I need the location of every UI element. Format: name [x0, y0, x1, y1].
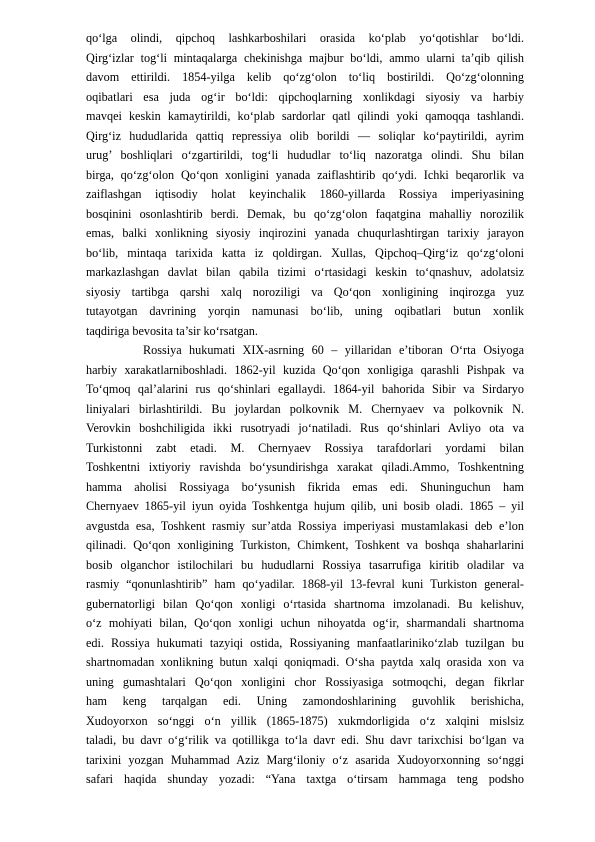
text-line: harbiy xarakatlarniboshladi. 1862-yil kuzida Qo‘qon xonligiga qarashli Pishpak va	[86, 362, 524, 377]
text-line: qilinadi. Qo‘qon xonligining Turkiston, Chimkent, Toshkent va boshqa shaharlarini	[86, 538, 524, 552]
text-line: ham keng tarqalgan edi. Uning zamondoshlarining guvohlik berishicha,	[86, 694, 524, 708]
text-line: tarixini yozgan Muhammad Aziz Marg‘iloniy o‘z asarida Xudoyorxonning so‘nggi	[86, 752, 524, 767]
text-line: davom ettirildi. 1854-yilga kelib qo‘zg‘olon to‘liq bostirildi. Qo‘zg‘olonning	[86, 70, 524, 84]
text-line: bosib olganchor istilochilari bu hududlarni Rossiya tasarrufiga kiritib oladilar va	[86, 557, 524, 572]
text-line: o‘z mohiyati bilan, Qo‘qon xonligi uchun nihoyatda og‘ir, sharmandali shartnoma	[86, 616, 524, 630]
text-line: emas, balki xonlikning siyosiy inqirozini yanada chuqurlashtirgan tarixiy jarayon	[86, 226, 524, 240]
text-line: taladi, bu davr o‘g‘rilik va qotillikga to‘la davr edi. Shu davr tarixchisi bo‘lgan va	[86, 733, 524, 747]
text-line: edi. Rossiya hukumati tazyiqi ostida, Rossiyaning manfaatlarinikо‘zlab tuzilgan bu	[86, 635, 524, 650]
paragraph-qipchoq-revolt	[86, 29, 524, 341]
text-line: hamma aholisi Rossiyaga bo‘ysunish fikrida emas edi. Shuninguchun ham	[86, 479, 524, 494]
text-line: liniyalari birlashtirildi. Bu joylardan polkovnik M. Chernyaev va polkovnik N.	[86, 401, 524, 416]
text-line: oqibatlari esa juda og‘ir bo‘ldi: qipchoqlarning xonlikdagi siyosiy va harbiy	[86, 89, 524, 104]
text-line: siyosiy tartibga qarshi xalq noroziligi va Qo‘qon xonligining inqirozga yuz	[86, 284, 524, 299]
text-line: birga, qo‘zg‘olon Qo‘qon xonligini yanada zaiflashtirib qo‘ydi. Ichki beqarorlik va	[86, 167, 524, 182]
document-page	[86, 29, 524, 790]
text-line: To‘qmoq qal’alarini rus qo‘shinlari egallaydi. 1864-yil bahorida Sibir va Sirdaryo	[86, 382, 524, 396]
text-line: safari haqida shunday yozadi: “Yana taxtga o‘tirsam hammaga teng podsho	[86, 772, 524, 786]
text-line: bosqinini osonlashtirib berdi. Demak, bu qo‘zg‘olon faqatgina mahalliy norozilik	[86, 206, 524, 221]
text-line: tutayotgan davrining yorqin namunasi bo‘lib, uning oqibatlari butun xonlik	[86, 304, 524, 318]
text-line: zaiflashgan iqtisodiy holat keyinchalik 1860-yillarda Rossiya imperiyasining	[86, 187, 524, 201]
text-line: rasmiy “qonunlashtirib” ham qo‘yadilar. 1868-yil 13-fevral kuni Turkiston general-	[86, 577, 524, 591]
text-line: gubernatorligi bilan Qo‘qon xonligi o‘rtasida shartnoma imzolanadi. Bu kelishuv,	[86, 596, 524, 611]
text-line: shartnomadan xonlikning butun xalqi qoniqmadi. O‘sha paytda xalq orasida xon va	[86, 655, 524, 669]
text-line: Verovkin boshchiligida ikki rusotryadi jo‘natiladi. Rus qo‘shinlari Avliyo ota va	[86, 421, 524, 435]
text-line: taqdiriga bevosita ta’sir ko‘rsatgan.	[86, 323, 258, 338]
text-line: avgustda esa, Toshkent rasmiy sur’atda Rossiya imperiyasi mustamlakasi deb e’lon	[86, 518, 524, 533]
text-line: Turkistonni zabt etadi. M. Chernyaev Rossiya tarafdorlari yordami bilan	[86, 440, 524, 455]
text-line: Qirg‘iz hududlarida qattiq repressiya olib borildi — soliqlar ko‘paytirildi, ayrim	[86, 128, 524, 143]
text-line: mavqei keskin kamaytirildi, ko‘plab sardorlar qatl qilindi yoki qamoqqa tashlandi.	[86, 109, 524, 123]
text-line: urug’ boshliqlari o‘zgartirildi, tog‘li hududlar to‘liq nazoratga olindi. Shu bilan	[86, 148, 524, 162]
text-line: Toshkentni ixtiyoriy ravishda bo‘ysundirishga xarakat qiladi.Ammo, Toshkentning	[86, 460, 524, 474]
text-line: bo‘lib, mintaqa tarixida katta iz qoldirgan. Xullas, Qipchoq–Qirg‘iz qo‘zg‘oloni	[86, 245, 524, 260]
text-line: Xudoyorxon so‘nggi o‘n yillik (1865-1875) xukmdorligida o‘z xalqini mislsiz	[86, 713, 524, 728]
paragraph-russian-conquest	[86, 341, 524, 790]
text-line: Chernyaev 1865-yil iyun oyida Toshkentga hujum qilib, uni bosib oladi. 1865 – yil	[86, 499, 524, 513]
text-line: Rossiya hukumati XIX-asrning 60 – yillaridan e’tiboran O‘rta Osiyoga	[143, 343, 524, 357]
text-line: uning gumashtalari Qo‘qon xonligini chor Rossiyasiga sotmoqchi, degan fikrlar	[86, 674, 524, 689]
text-line: markazlashgan davlat bilan qabila tizimi o‘rtasidagi keskin to‘qnashuv, adolatsiz	[86, 265, 524, 279]
text-line: qo‘lga olindi, qipchoq lashkarboshilari orasida ko‘plab yo‘qotishlar bo‘ldi.	[86, 31, 524, 45]
text-line: Qirg‘izlar tog‘li mintaqalarga chekinishga majbur bo‘ldi, ammo ularni ta’qib qilish	[86, 50, 524, 65]
